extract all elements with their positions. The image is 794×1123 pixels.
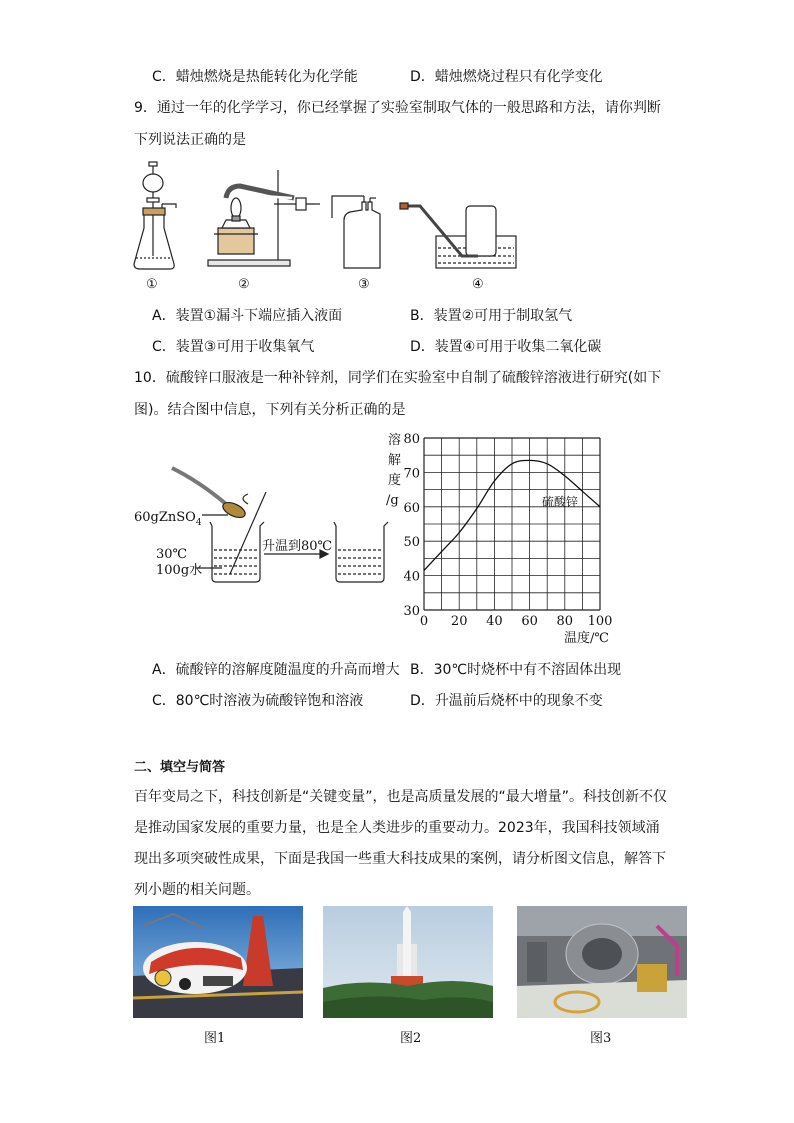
chart-y-tick-label: 80 — [403, 432, 420, 447]
chart-x-tick-label: 60 — [521, 614, 538, 629]
section-2-para-line3: 现出多项突破性成果，下面是我国一些重大科技成果的案例，请分析图文信息，解答下 — [134, 851, 666, 867]
chart-y-tick-label: 30 — [403, 604, 420, 619]
apparatus-3-collecting-bottle — [332, 196, 380, 268]
q9-apparatus-figure — [126, 158, 526, 294]
q10-option-a: A．硫酸锌的溶解度随温度的升高而增大 — [152, 662, 400, 678]
q8-option-d: D．蜡烛燃烧过程只有化学变化 — [410, 69, 603, 85]
figure-3-photo-fusion-device — [517, 906, 687, 1018]
q10-stem-line2: 图)。结合图中信息，下列有关分析正确的是 — [134, 402, 406, 418]
section-2-title: 二、填空与简答 — [134, 760, 226, 775]
solute-subscript: 4 — [195, 518, 202, 528]
q9-option-a: A．装置①漏斗下端应插入液面 — [152, 308, 343, 324]
q9-stem-line2: 下列说法正确的是 — [134, 132, 246, 148]
apparatus-1-funnel-flask — [134, 162, 176, 269]
q10-option-d: D．升温前后烧杯中的现象不变 — [410, 693, 603, 709]
spoon-icon — [172, 468, 226, 504]
section-2-para-line2: 是推动国家发展的重要力量，也是全人类进步的重要动力。2023年，我国科技领域涌 — [134, 820, 660, 836]
beaker-before — [210, 522, 264, 582]
chart-x-tick-label: 100 — [587, 614, 613, 629]
figure-2-photo-rocket — [323, 906, 493, 1018]
chart-x-tick-label: 80 — [556, 614, 574, 629]
q9-stem-line1: 9．通过一年的化学学习，你已经掌握了实验室制取气体的一般思路和方法，请你判断 — [134, 100, 661, 116]
solubility-chart — [384, 428, 644, 650]
q9-label-3: ③ — [358, 277, 370, 292]
chart-series-label: 硫酸锌 — [542, 495, 579, 509]
q10-stem-line1: 10．硫酸锌口服液是一种补锌剂，同学们在实验室中自制了硫酸锌溶液进行研究(如下 — [134, 370, 662, 386]
figure-2-caption: 图2 — [400, 1031, 422, 1046]
water-label: 100g水 — [156, 563, 203, 578]
chart-ylabel-char-4: /g — [386, 493, 399, 508]
q9-label-1: ① — [146, 277, 158, 292]
q10-setup-figure — [130, 458, 390, 588]
figure-1-caption: 图1 — [204, 1031, 226, 1046]
apparatus-4-water-trough — [400, 203, 516, 268]
apparatus-2-heating-tube — [208, 170, 320, 266]
figure-3-caption: 图3 — [590, 1031, 612, 1046]
chart-y-tick-label: 50 — [403, 535, 420, 551]
temp-label: 30℃ — [156, 547, 188, 562]
chart-ylabel-char-3: 度 — [388, 473, 402, 488]
q9-option-c: C．装置③可用于收集氧气 — [152, 339, 315, 355]
section-2-para-line4: 列小题的相关问题。 — [134, 882, 260, 898]
beaker-after — [334, 522, 388, 582]
q10-option-b: B．30℃时烧杯中有不溶固体出现 — [410, 662, 622, 678]
q9-option-b: B．装置②可用于制取氢气 — [410, 308, 573, 324]
q9-option-d: D．装置④可用于收集二氧化碳 — [410, 339, 602, 355]
chart-x-tick-label: 40 — [486, 614, 503, 629]
section-2-para-line1: 百年变局之下，科技创新是“关键变量”，也是高质量发展的“最大增量”。科技创新不仅 — [134, 789, 668, 805]
chart-x-tick-label: 0 — [419, 614, 429, 629]
svg-text:60gZnSO4 — [134, 510, 202, 528]
q9-label-2: ② — [238, 277, 250, 292]
q9-label-4: ④ — [472, 277, 484, 292]
q10-option-c: C．80℃时溶液为硫酸锌饱和溶液 — [152, 693, 364, 709]
chart-ylabel-char-2: 解 — [388, 453, 402, 468]
solute-label: 60gZnSO — [134, 510, 196, 525]
chart-xlabel: 温度/℃ — [564, 631, 609, 646]
chart-x-tick-label: 20 — [450, 614, 468, 629]
chart-y-tick-label: 60 — [403, 500, 420, 516]
heat-arrow-label: 升温到80℃ — [262, 539, 333, 554]
chart-ylabel-char-1: 溶 — [388, 433, 402, 448]
chart-y-tick-label: 70 — [403, 466, 420, 482]
q8-option-c: C．蜡烛燃烧是热能转化为化学能 — [152, 69, 358, 85]
chart-y-tick-label: 40 — [403, 569, 420, 585]
figure-1-photo-submersible — [133, 906, 303, 1018]
